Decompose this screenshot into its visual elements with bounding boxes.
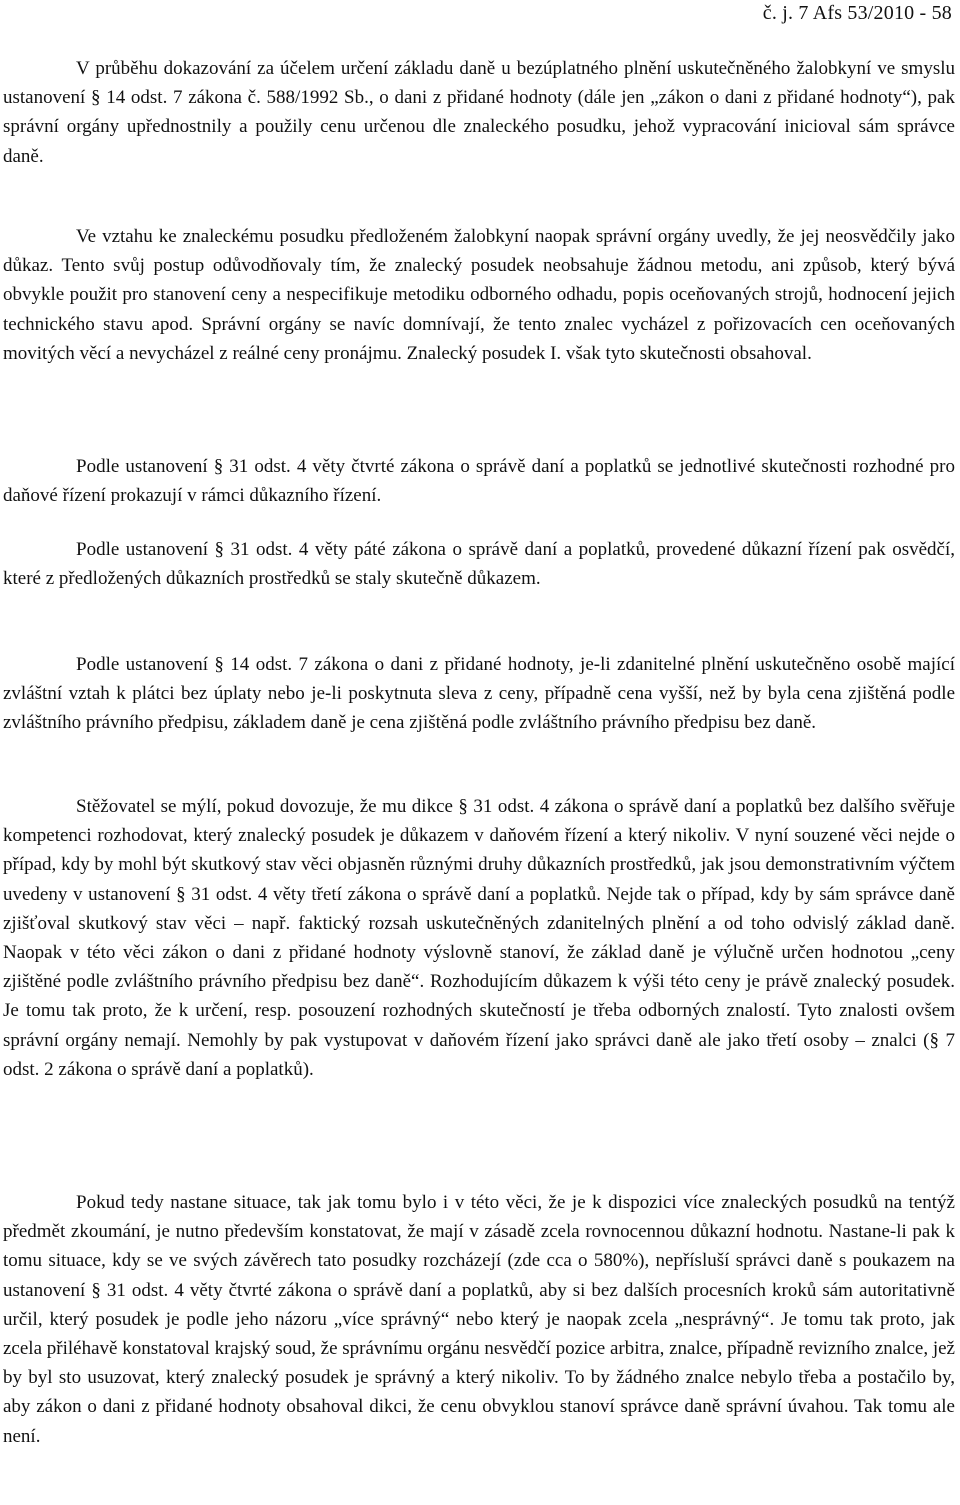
case-reference: č. j. 7 Afs 53/2010 - 58 (762, 2, 952, 24)
paragraph-section-14-vat: Podle ustanovení § 14 odst. 7 zákona o dani z přidané hodnoty, je-li zdanitelné plnění uskutečněno osobě mající zvláštní vztah k plátci bez úplaty nebo je-li poskytnuta sleva z ceny, případně cena vyšší, než by byla cena zjištěná podle zvláštního právního předpisu, základem daně je cena zjištěná podle zvláštního právního předpisu bez daně. (3, 654, 955, 734)
paragraph-plaintiff-expert-report: Ve vztahu ke znaleckému posudku předloženém žalobkyní naopak správní orgány uvedly, že jej neosvědčily jako důkaz. Tento svůj postup odůvodňovaly tím, že znalecký posudek neobsahuje žádnou metodu, ani způsob, který bývá obvykle použit pro stanovení ceny a nespecifikuje metodiku odborného odhadu, popis oceňovaných strojů, hodnocení jejich technického stavu apod. Správní orgány se navíc domnívají, že tento znalec vycházel z pořizovacích cen oceňovaných movitých věcí a nevycházel z reálné ceny pronájmu. Znalecký posudek I. však tyto skutečnosti obsahoval. (3, 226, 955, 364)
paragraph-section-31-sentence-5: Podle ustanovení § 31 odst. 4 věty páté zákona o správě daní a poplatků, provedené důkazní řízení pak osvědčí, které z předložených důkazních prostředků se staly skutečně důkazem. (3, 539, 955, 590)
paragraph-multiple-expert-reports: Pokud tedy nastane situace, tak jak tomu bylo i v této věci, že je k dispozici více znaleckých posudků na tentýž předmět zkoumání, je nutno především konstatovat, že mají v zásadě zcela rovnocennou důkazní hodnotu. Nastane-li pak k tomu situace, kdy se ve svých závěrech tato posudky rozcházejí (zde cca o 580%), nepřísluší správci daně s poukazem na ustanovení § 31 odst. 4 věty čtvrté zákona o správě daní a poplatků, aby si bez dalších procesních kroků sám autoritativně určil, který posudek je podle jeho názoru „více správný“ nebo který je naopak zcela „nesprávný“. Je tomu tak proto, jak zcela přiléhavě konstatoval krajský soud, že správnímu orgánu nesvědčí pozice arbitra, znalce, případně revizního znalce, jež by byl sto usuzovat, který znalecký posudek je správný a který nikoliv. To by žádného znalce nebylo třeba a postačilo by, aby zákon o dani z přidané hodnoty obsahoval dikci, že cenu obvyklou stanoví správce daně správní úvahou. Tak tomu ale není. (3, 1192, 955, 1447)
paragraph-section-31-sentence-4: Podle ustanovení § 31 odst. 4 věty čtvrté zákona o správě daní a poplatků se jednotlivé skutečnosti rozhodné pro daňové řízení prokazují v rámci důkazního řízení. (3, 456, 955, 507)
paragraph-evidence-procedure: V průběhu dokazování za účelem určení základu daně u bezúplatného plnění uskutečněného žalobkyní ve smyslu ustanovení § 14 odst. 7 zákona č. 588/1992 Sb., o dani z přidané hodnoty (dále jen „zákon o dani z přidané hodnoty“), pak správní orgány upřednostnily a použily cenu určenou dle znaleckého posudku, jehož vypracování inicioval sám správce daně. (3, 58, 955, 167)
paragraph-complainant-error: Stěžovatel se mýlí, pokud dovozuje, že mu dikce § 31 odst. 4 zákona o správě daní a poplatků bez dalšího svěřuje kompetenci rozhodovat, který znalecký posudek je důkazem v daňovém řízení a který nikoliv. V nyní souzené věci nejde o případ, kdy by mohl být skutkový stav věci objasněn různými druhy důkazních prostředků, jak jsou demonstrativním výčtem uvedeny v ustanovení § 31 odst. 4 věty třetí zákona o správě daní a poplatků. Nejde tak o případ, kdy by sám správce daně zjišťoval skutkový stav věci – např. faktický rozsah uskutečněných zdanitelných plnění a od toho odvislý základ daně. Naopak v této věci zákon o dani z přidané hodnoty výslovně stanoví, že základ daně je výlučně určen hodnotou „ceny zjištěné podle zvláštního právního předpisu bez daně“. Rozhodujícím důkazem k výši této ceny je právě znalecký posudek. Je tomu tak proto, že k určení, resp. posouzení rozhodných skutečností je třeba odborných znalostí. Tyto znalosti ovšem správní orgány nemají. Nemohly by pak vystupovat v daňovém řízení jako správci daně ale jako třetí osoby – znalci (§ 7 odst. 2 zákona o správě daní a poplatků). (3, 796, 955, 1080)
